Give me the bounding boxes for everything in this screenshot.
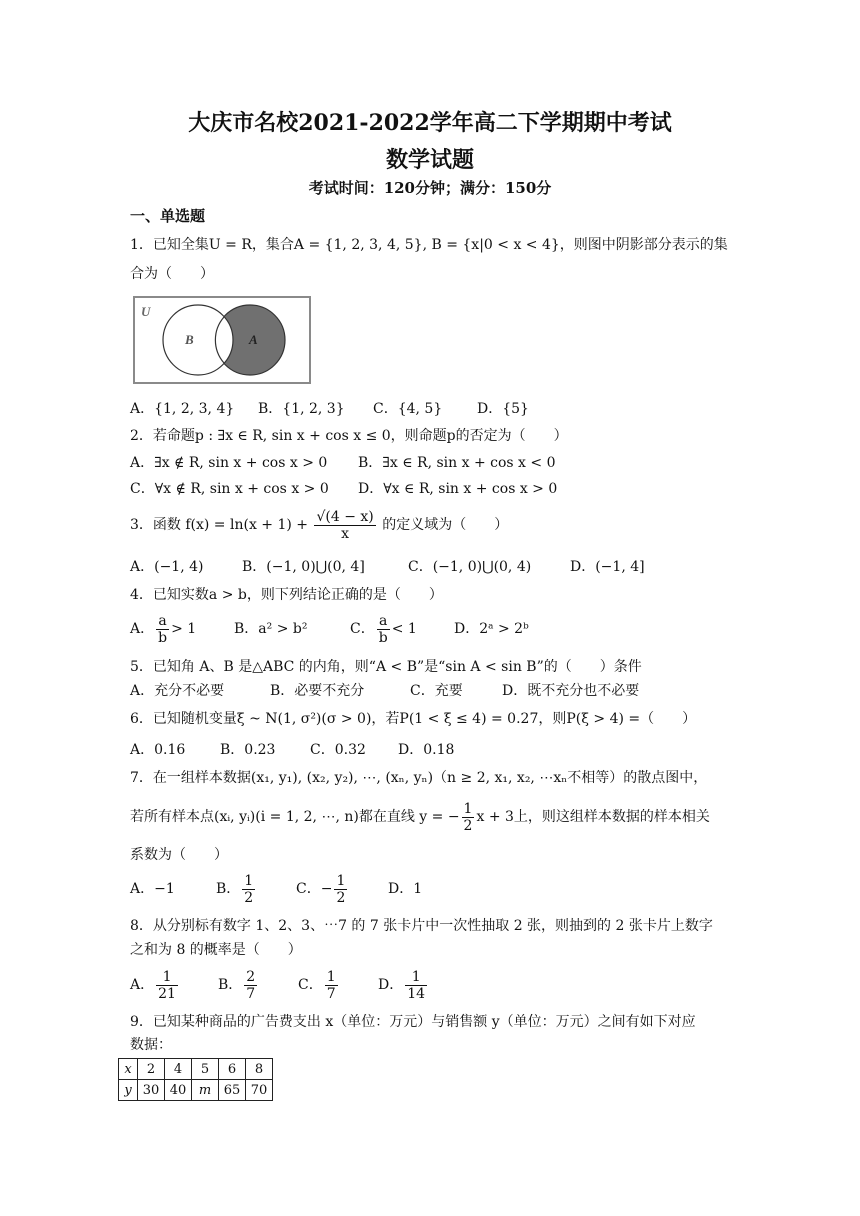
q5-option-b[interactable]: B．必要不充分 [270, 683, 365, 699]
q2-option-b[interactable]: B．∃x ∈ R, sin x + cos x < 0 [358, 455, 556, 471]
venn-label-a: A [249, 332, 258, 347]
q5-option-c[interactable]: C．充要 [410, 683, 463, 699]
q8-c-den: 7 [326, 985, 336, 1002]
q4-c-num: a [377, 613, 390, 630]
q8-text-line1: 8．从分别标有数字 1、2、3、⋯7 的 7 张卡片中一次性抽取 2 张，则抽到的 2 张卡片上数字 [130, 918, 713, 934]
q3-options [130, 557, 645, 577]
q7-b-fraction [242, 873, 255, 906]
q3-frac-numerator: √(4 − x) [316, 508, 374, 525]
venn-label-u: U [141, 304, 151, 319]
q8-a-fraction [156, 969, 178, 1002]
q8-a-den: 21 [158, 985, 176, 1002]
q8-a-num: 1 [156, 969, 178, 986]
q3-frac-denominator: x [341, 525, 350, 542]
q2-text: 2．若命题p : ∃x ∈ R, sin x + cos x ≤ 0，则命题p的否定为（ ） [130, 428, 568, 444]
q8-d-num: 1 [405, 969, 427, 986]
table-cell: 6 [219, 1059, 246, 1080]
q7-text-line3: 系数为（ ） [130, 847, 228, 863]
q7-option-d[interactable]: D．1 [388, 881, 423, 897]
q8-option-d[interactable] [378, 966, 429, 1004]
venn-diagram [133, 296, 311, 384]
venn-label-b: B [185, 332, 194, 347]
q3-text [130, 508, 508, 542]
q8-option-a[interactable] [130, 966, 218, 1004]
table-row [119, 1080, 273, 1101]
table-cell: m [192, 1080, 219, 1101]
q1-options [130, 399, 529, 419]
q4-a-post: > 1 [171, 621, 197, 637]
q4-option-c[interactable] [350, 612, 454, 646]
q4-options [130, 612, 529, 646]
q5-options [130, 681, 639, 701]
page-subtitle: 数学试题 [385, 147, 474, 173]
q7-c-fraction [334, 873, 347, 906]
q4-option-c-label: C． [350, 621, 375, 637]
q6-option-b[interactable]: B．0.23 [220, 742, 276, 758]
q1-option-b[interactable]: B．{1, 2, 3} [258, 401, 345, 417]
q4-a-den: b [158, 629, 168, 646]
q3-option-a[interactable]: A．(−1, 4) [130, 559, 204, 575]
q7-line2-fraction [462, 801, 475, 834]
q8-b-fraction [244, 969, 257, 1002]
table-cell: 65 [219, 1080, 246, 1101]
q2-options-row2 [130, 479, 557, 499]
q3-option-d[interactable]: D．(−1, 4] [570, 559, 645, 575]
q4-a-fraction [156, 613, 169, 646]
q7-option-b-label: B． [216, 881, 241, 897]
q5-option-a[interactable]: A．充分不必要 [130, 683, 225, 699]
q4-c-fraction [377, 613, 390, 646]
q3-formula-prefix: 3．函数 f(x) = ln(x + 1) + [130, 517, 309, 533]
q7-text-line1: 7．在一组样本数据(x₁, y₁), (x₂, y₂), ⋯, (xₙ, yₙ)（n ≥ 2, x₁, x₂, ⋯xₙ不相等）的散点图中， [130, 770, 708, 786]
q4-option-a[interactable] [130, 612, 234, 646]
page-title: 大庆市名校2021-2022学年高二下学期期中考试 [188, 110, 672, 136]
q6-options [130, 740, 454, 760]
q4-text: 4．已知实数a > b，则下列结论正确的是（ ） [130, 587, 443, 603]
q4-option-a-label: A． [130, 621, 155, 637]
q7-b-den: 2 [244, 889, 254, 906]
q8-b-num: 2 [246, 968, 256, 985]
q3-formula-suffix: 的定义域为（ ） [382, 517, 509, 533]
q8-text-line2: 之和为 8 的概率是（ ） [130, 942, 302, 958]
q6-option-a[interactable]: A．0.16 [130, 742, 186, 758]
table-cell: y [119, 1080, 138, 1101]
q7-option-c[interactable] [296, 872, 388, 906]
q4-option-b[interactable]: B．a² > b² [234, 621, 308, 637]
q1-text-line2: 合为（ ） [130, 266, 214, 282]
q7-option-a[interactable]: A．−1 [130, 881, 175, 897]
table-cell: 4 [165, 1059, 192, 1080]
q8-option-a-label: A． [130, 977, 155, 993]
q8-d-den: 14 [407, 985, 426, 1002]
q6-option-c[interactable]: C．0.32 [310, 742, 366, 758]
q7-c-num: 1 [336, 872, 346, 889]
q9-text-line2: 数据： [130, 1037, 172, 1053]
q7-option-c-label: C．− [296, 881, 333, 897]
q2-option-c[interactable]: C．∀x ∉ R, sin x + cos x > 0 [130, 481, 329, 497]
q7-line2-num: 1 [463, 800, 473, 817]
q8-option-c-label: C． [298, 977, 323, 993]
table-cell: 2 [138, 1059, 165, 1080]
section-heading: 一、单选题 [130, 207, 206, 225]
q7-text-line2 [130, 800, 710, 834]
q8-b-den: 7 [246, 985, 256, 1002]
q3-option-b[interactable]: B．(−1, 0)⋃(0, 4] [242, 559, 365, 575]
q2-option-a[interactable]: A．∃x ∉ R, sin x + cos x > 0 [130, 455, 328, 471]
q1-option-d[interactable]: D．{5} [477, 401, 529, 417]
table-cell: 70 [246, 1080, 273, 1101]
table-cell: 8 [246, 1059, 273, 1080]
q8-d-fraction [405, 969, 427, 1002]
q7-line2-post: x + 3上，则这组样本数据的样本相关 [476, 809, 710, 825]
q7-option-b[interactable] [216, 872, 296, 906]
q8-c-fraction [325, 969, 338, 1002]
q1-text-line1: 1．已知全集U = R，集合A = {1, 2, 3, 4, 5}, B = {x|0 < x < 4}，则图中阴影部分表示的集 [130, 237, 728, 253]
q1-option-a[interactable]: A．{1, 2, 3, 4} [130, 401, 235, 417]
q3-option-c[interactable]: C．(−1, 0)⋃(0, 4) [408, 559, 532, 575]
q7-options [130, 872, 422, 906]
q7-c-den: 2 [336, 889, 346, 906]
q4-option-d[interactable]: D．2ᵃ > 2ᵇ [454, 621, 529, 637]
table-cell: 40 [165, 1080, 192, 1101]
q7-line2-pre: 若所有样本点(xᵢ, yᵢ)(i = 1, 2, ⋯, n)都在直线 y = − [130, 809, 460, 825]
q8-option-b-label: B． [218, 977, 243, 993]
q8-option-d-label: D． [378, 977, 404, 993]
q1-option-c[interactable]: C．{4, 5} [373, 401, 443, 417]
q8-c-num: 1 [326, 968, 336, 985]
q8-option-c[interactable] [298, 966, 378, 1004]
q9-text-line1: 9．已知某种商品的广告费支出 x（单位：万元）与销售额 y（单位：万元）之间有如下对应 [130, 1014, 696, 1030]
q2-options-row1 [130, 453, 555, 473]
q8-option-b[interactable] [218, 966, 298, 1004]
table-cell: 5 [192, 1059, 219, 1080]
exam-info: 考试时间：120分钟；满分：150分 [308, 179, 552, 197]
q3-fraction [314, 509, 375, 542]
q4-c-post: < 1 [391, 621, 417, 637]
q7-line2-den: 2 [463, 817, 473, 834]
q4-a-num: a [156, 613, 169, 630]
q4-c-den: b [378, 629, 388, 646]
q5-text: 5．已知角 A、B 是△ABC 的内角，则“A < B”是“sin A < sin B”的（ ）条件 [130, 659, 642, 675]
table-row [119, 1059, 273, 1080]
q8-options [130, 966, 429, 1004]
q7-b-num: 1 [244, 872, 254, 889]
q6-text: 6．已知随机变量ξ ~ N(1, σ²)(σ > 0)，若P(1 < ξ ≤ 4) = 0.27，则P(ξ > 4) =（ ） [130, 711, 697, 727]
q2-option-d[interactable]: D．∀x ∈ R, sin x + cos x > 0 [358, 481, 558, 497]
q9-data-table [118, 1058, 273, 1101]
q5-option-d[interactable]: D．既不充分也不必要 [502, 683, 640, 699]
q6-option-d[interactable]: D．0.18 [398, 742, 455, 758]
table-cell: x [119, 1059, 138, 1080]
table-cell: 30 [138, 1080, 165, 1101]
